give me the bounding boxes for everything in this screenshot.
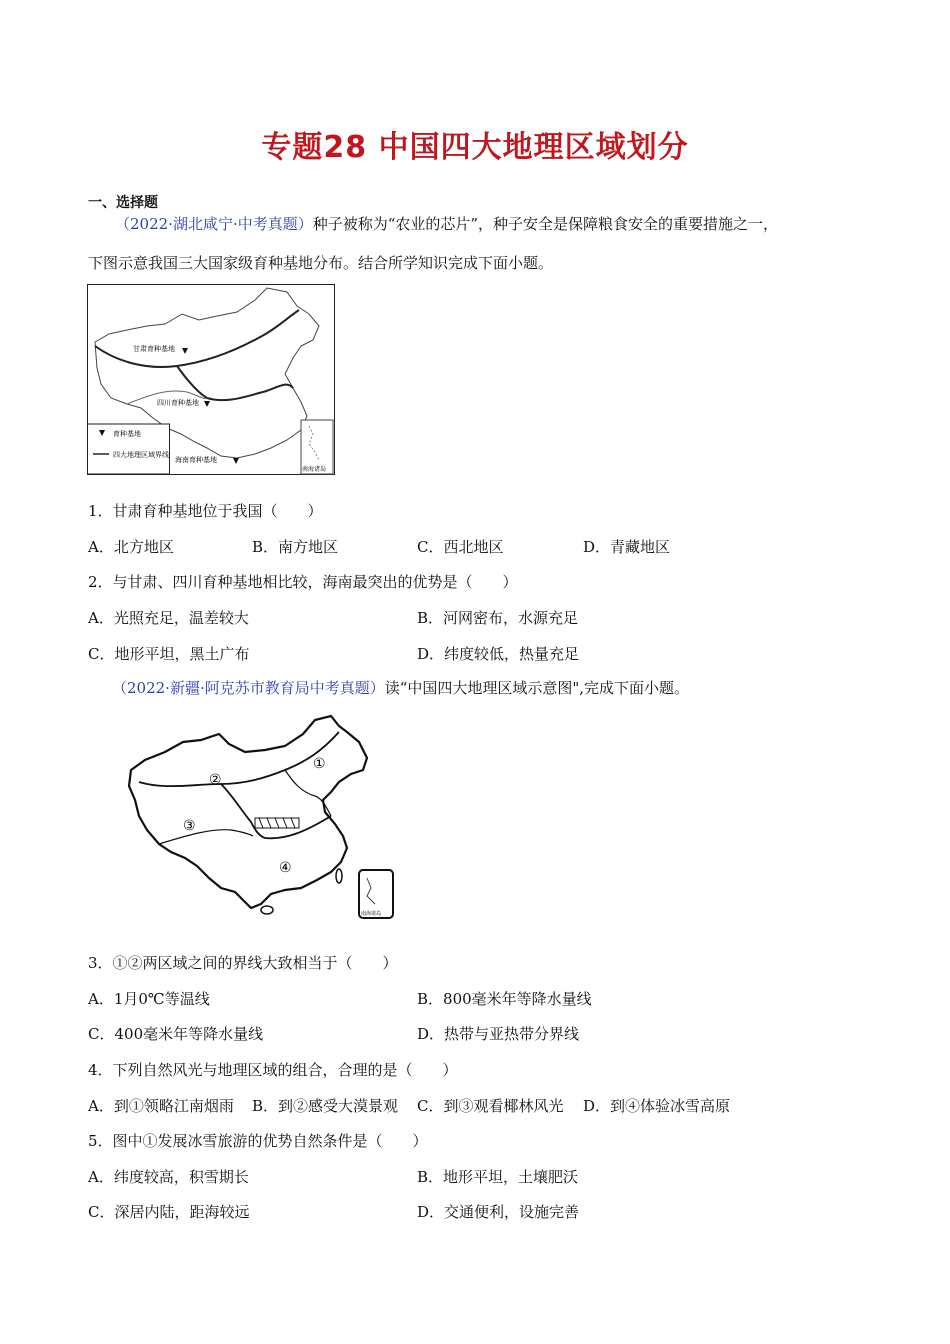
intro1-text-line1: 种子被称为“农业的芯片”，种子安全是保障粮食安全的重要措施之一， (312, 215, 779, 233)
q1-option-b[interactable]: B．南方地区 (252, 538, 339, 556)
q1-option-a[interactable]: A．北方地区 (88, 538, 174, 556)
q5-option-b[interactable]: B．地形平坦，土壤肥沃 (417, 1168, 579, 1186)
region-1-label: ① (313, 756, 326, 772)
q5-option-a[interactable]: A．纬度较高，积雪期长 (88, 1168, 249, 1186)
south-sea-label: 南海诸岛 (361, 911, 382, 917)
q2-option-b[interactable]: B．河网密布，水源充足 (417, 609, 579, 627)
region-2-label: ② (209, 772, 222, 788)
q3-option-d[interactable]: D．热带与亚热带分界线 (417, 1025, 580, 1043)
question-5: 5．图中①发展冰雪旅游的优势自然条件是（ ） (88, 1132, 428, 1150)
breeding-base-map (87, 284, 335, 475)
q4-option-c[interactable]: C．到③观看椰林风光 (417, 1097, 564, 1115)
page-title: 专题28 中国四大地理区域划分 (261, 130, 689, 165)
china-outline (129, 716, 367, 908)
q2-option-c[interactable]: C．地形平坦，黑土广布 (88, 645, 250, 663)
taiwan-island (336, 869, 342, 883)
question-2: 2．与甘肃、四川育种基地相比较，海南最突出的优势是（ ） (88, 573, 518, 591)
intro2-line (112, 678, 689, 698)
question-4: 4．下列自然风光与地理区域的组合，合理的是（ ） (88, 1061, 458, 1079)
south-sea-label: 南海诸岛 (302, 466, 327, 473)
intro2-source: （2022·新疆·阿克苏市教育局中考真题） (112, 679, 385, 697)
q4-option-b[interactable]: B．到②感受大漠景观 (252, 1097, 399, 1115)
intro1-source: （2022·湖北咸宁·中考真题） (115, 215, 313, 233)
four-regions-map (125, 712, 395, 922)
section-heading: 一、选择题 (88, 195, 158, 211)
q2-option-d[interactable]: D．纬度较低，热量充足 (417, 645, 580, 663)
q2-option-a[interactable]: A．光照充足，温差较大 (88, 609, 249, 627)
region-3-label: ③ (183, 818, 196, 834)
q1-option-d[interactable]: D．青藏地区 (583, 538, 671, 556)
legend-base-label: 育种基地 (113, 430, 141, 438)
gansu-base-label: 甘肃育种基地 (133, 345, 175, 353)
q3-option-a[interactable]: A．1月0℃等温线 (88, 990, 210, 1008)
q3-option-b[interactable]: B．800毫米年等降水量线 (417, 990, 592, 1008)
region-4-label: ④ (279, 860, 292, 876)
intro2-text: 读“中国四大地理区域示意图",完成下面小题。 (384, 679, 690, 697)
intro1-line1 (115, 214, 778, 234)
q1-option-c[interactable]: C．西北地区 (417, 538, 504, 556)
question-3: 3．①②两区域之间的界线大致相当于（ ） (88, 954, 398, 972)
q4-option-a[interactable]: A．到①领略江南烟雨 (88, 1097, 234, 1115)
question-1: 1．甘肃育种基地位于我国（ ） (88, 502, 323, 520)
q4-option-d[interactable]: D．到④体验冰雪高原 (583, 1097, 731, 1115)
q3-option-c[interactable]: C．400毫米年等降水量线 (88, 1025, 264, 1043)
legend-boundary-label: 四大地理区域界线 (113, 451, 169, 459)
q5-option-c[interactable]: C．深居内陆，距海较远 (88, 1203, 250, 1221)
sichuan-base-label: 四川育种基地 (157, 399, 199, 407)
hainan-base-label: 海南育种基地 (175, 456, 217, 464)
hainan-island (261, 906, 273, 914)
intro1-line2: 下图示意我国三大国家级育种基地分布。结合所学知识完成下面小题。 (88, 254, 554, 272)
q5-option-d[interactable]: D．交通便利，设施完善 (417, 1203, 580, 1221)
